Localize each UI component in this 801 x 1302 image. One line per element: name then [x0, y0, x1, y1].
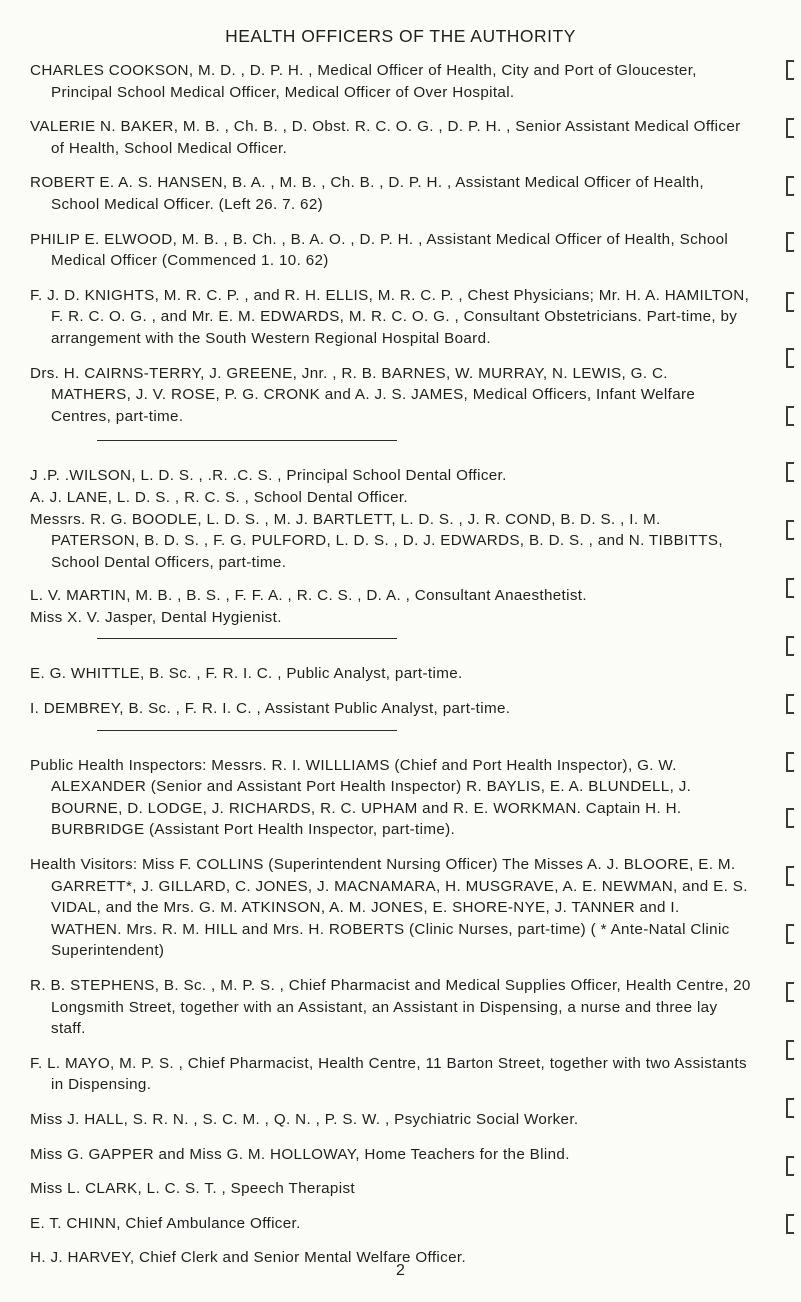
edge-mark: [785, 118, 795, 138]
entry-lane: A. J. LANE, L. D. S. , R. C. S. , School Dental Officer.: [30, 488, 409, 506]
edge-mark: [785, 232, 795, 252]
edge-mark: [785, 636, 795, 656]
page-number: 2: [396, 1262, 405, 1279]
entry-cookson: CHARLES COOKSON, M. D. , D. P. H. , Medical Officer of Health, City and Port of Gloucester, Principal School Medical Officer, Medical Officer of Over Hospital.: [30, 62, 697, 101]
edge-mark: [785, 924, 795, 944]
edge-mark: [785, 1214, 795, 1234]
edge-mark: [785, 808, 795, 828]
entry-elwood: PHILIP E. ELWOOD, M. B. , B. Ch. , B. A. O. , D. P. H. , Assistant Medical Officer of Health, School Medical Officer (Commenced 1. 10. 62): [30, 230, 729, 270]
edge-mark: [785, 292, 795, 312]
entry-health-visitors: Health Visitors: Miss F. COLLINS (Superintendent Nursing Officer) The Misses A. J. BLOORE, E. M. GARRETT*, J. GILLARD, C. JONES, J. MACNAMARA, H. MUSGRAVE, A. E. NEWMAN, and E. S. VIDAL, and the Mrs. G. M. ATKINSON, A. M. JONES, E. SHORE-NYE, J. TANNER and I. WATHEN. Mrs. R. M. HILL and Mrs. H. ROBERTS (Clinic Nurses, part-time) ( * Ante-Natal Clinic Superintendent): [30, 856, 748, 960]
edge-mark: [785, 866, 795, 886]
section-divider: [97, 730, 397, 731]
entry-martin: L. V. MARTIN, M. B. , B. S. , F. F. A. , R. C. S. , D. A. , Consultant Anaesthetist.: [30, 587, 587, 605]
edge-mark: [785, 348, 795, 368]
entry-clark: Miss L. CLARK, L. C. S. T. , Speech Therapist: [30, 1180, 355, 1198]
entry-mayo: F. L. MAYO, M. P. S. , Chief Pharmacist, Health Centre, 11 Barton Street, together with two Assistants in Dispensing.: [30, 1054, 747, 1094]
edge-mark: [785, 752, 795, 772]
entry-chest-physicians: F. J. D. KNIGHTS, M. R. C. P. , and R. H. ELLIS, M. R. C. P. , Chest Physicians; Mr. H. A. HAMILTON, F. R. C. O. G. , and Mr. E. M. EDWARDS, M. R. C. O. G. , Consultant Obstetricians. Part-time, by arrangement with the South Western Regional Hospital Board.: [30, 286, 750, 347]
edge-mark: [785, 578, 795, 598]
edge-mark: [785, 1098, 795, 1118]
entry-chinn: E. T. CHINN, Chief Ambulance Officer.: [30, 1214, 301, 1232]
entry-hall: Miss J. HALL, S. R. N. , S. C. M. , Q. N. , P. S. W. , Psychiatric Social Worker.: [30, 1110, 579, 1128]
entry-dental-officers: Messrs. R. G. BOODLE, L. D. S. , M. J. BARTLETT, L. D. S. , J. R. COND, B. D. S. , I. M. PATERSON, B. D. S. , F. G. PULFORD, L. D. S. , D. J. EDWARDS, B. D. S. , and N. TIBBITTS, School Dental Officers, part-time.: [30, 510, 723, 571]
entry-hansen: ROBERT E. A. S. HANSEN, B. A. , M. B. , Ch. B. , D. P. H. , Assistant Medical Officer of Health, School Medical Officer. (Left 26. 7. 62): [30, 174, 704, 213]
edge-mark: [785, 406, 795, 426]
binding-edge-marks: [781, 0, 801, 1302]
entry-stephens: R. B. STEPHENS, B. Sc. , M. P. S. , Chief Pharmacist and Medical Supplies Officer, Health Centre, 20 Longsmith Street, together with an Assistant, an Assistant in Dispensing, a nurse and three lay staff.: [30, 977, 751, 1038]
edge-mark: [785, 176, 795, 196]
officers-list: [30, 60, 752, 1282]
entry-whittle: E. G. WHITTLE, B. Sc. , F. R. I. C. , Public Analyst, part-time.: [30, 665, 463, 683]
edge-mark: [785, 462, 795, 482]
edge-mark: [785, 694, 795, 714]
page-title: HEALTH OFFICERS OF THE AUTHORITY: [225, 26, 576, 46]
edge-mark: [785, 982, 795, 1002]
section-divider: [97, 440, 397, 441]
edge-mark: [785, 520, 795, 540]
edge-mark: [785, 1156, 795, 1176]
entry-dembrey: I. DEMBREY, B. Sc. , F. R. I. C. , Assistant Public Analyst, part-time.: [30, 700, 511, 718]
entry-harvey: H. J. HARVEY, Chief Clerk and Senior Mental Welfare Officer.: [30, 1249, 467, 1267]
entry-wilson: J .P. .WILSON, L. D. S. , .R. .C. S. , Principal School Dental Officer.: [30, 467, 507, 485]
section-divider: [97, 638, 397, 639]
entry-baker: VALERIE N. BAKER, M. B. , Ch. B. , D. Obst. R. C. O. G. , D. P. H. , Senior Assistant Medical Officer of Health, School Medical Officer.: [30, 118, 741, 157]
entry-gapper-holloway: Miss G. GAPPER and Miss G. M. HOLLOWAY, Home Teachers for the Blind.: [30, 1145, 570, 1163]
entry-health-inspectors: Public Health Inspectors: Messrs. R. I. WILLLIAMS (Chief and Port Health Inspector), G. W. ALEXANDER (Senior and Assistant Port Health Inspector) R. BAYLIS, E. A. BLUNDELL, J. BOURNE, D. LODGE, J. RICHARDS, R. C. UPHAM and R. E. WORKMAN. Captain H. H. BURBRIDGE (Assistant Port Health Inspector, part-time).: [30, 756, 692, 839]
entry-infant-welfare: Drs. H. CAIRNS-TERRY, J. GREENE, Jnr. , R. B. BARNES, W. MURRAY, N. LEWIS, G. C. MATHERS, J. V. ROSE, P. G. CRONK and A. J. S. JAMES, Medical Officers, Infant Welfare Centres, part-time.: [30, 364, 696, 425]
entry-jasper: Miss X. V. Jasper, Dental Hygienist.: [30, 608, 282, 626]
edge-mark: [785, 1040, 795, 1060]
edge-mark: [785, 60, 795, 80]
